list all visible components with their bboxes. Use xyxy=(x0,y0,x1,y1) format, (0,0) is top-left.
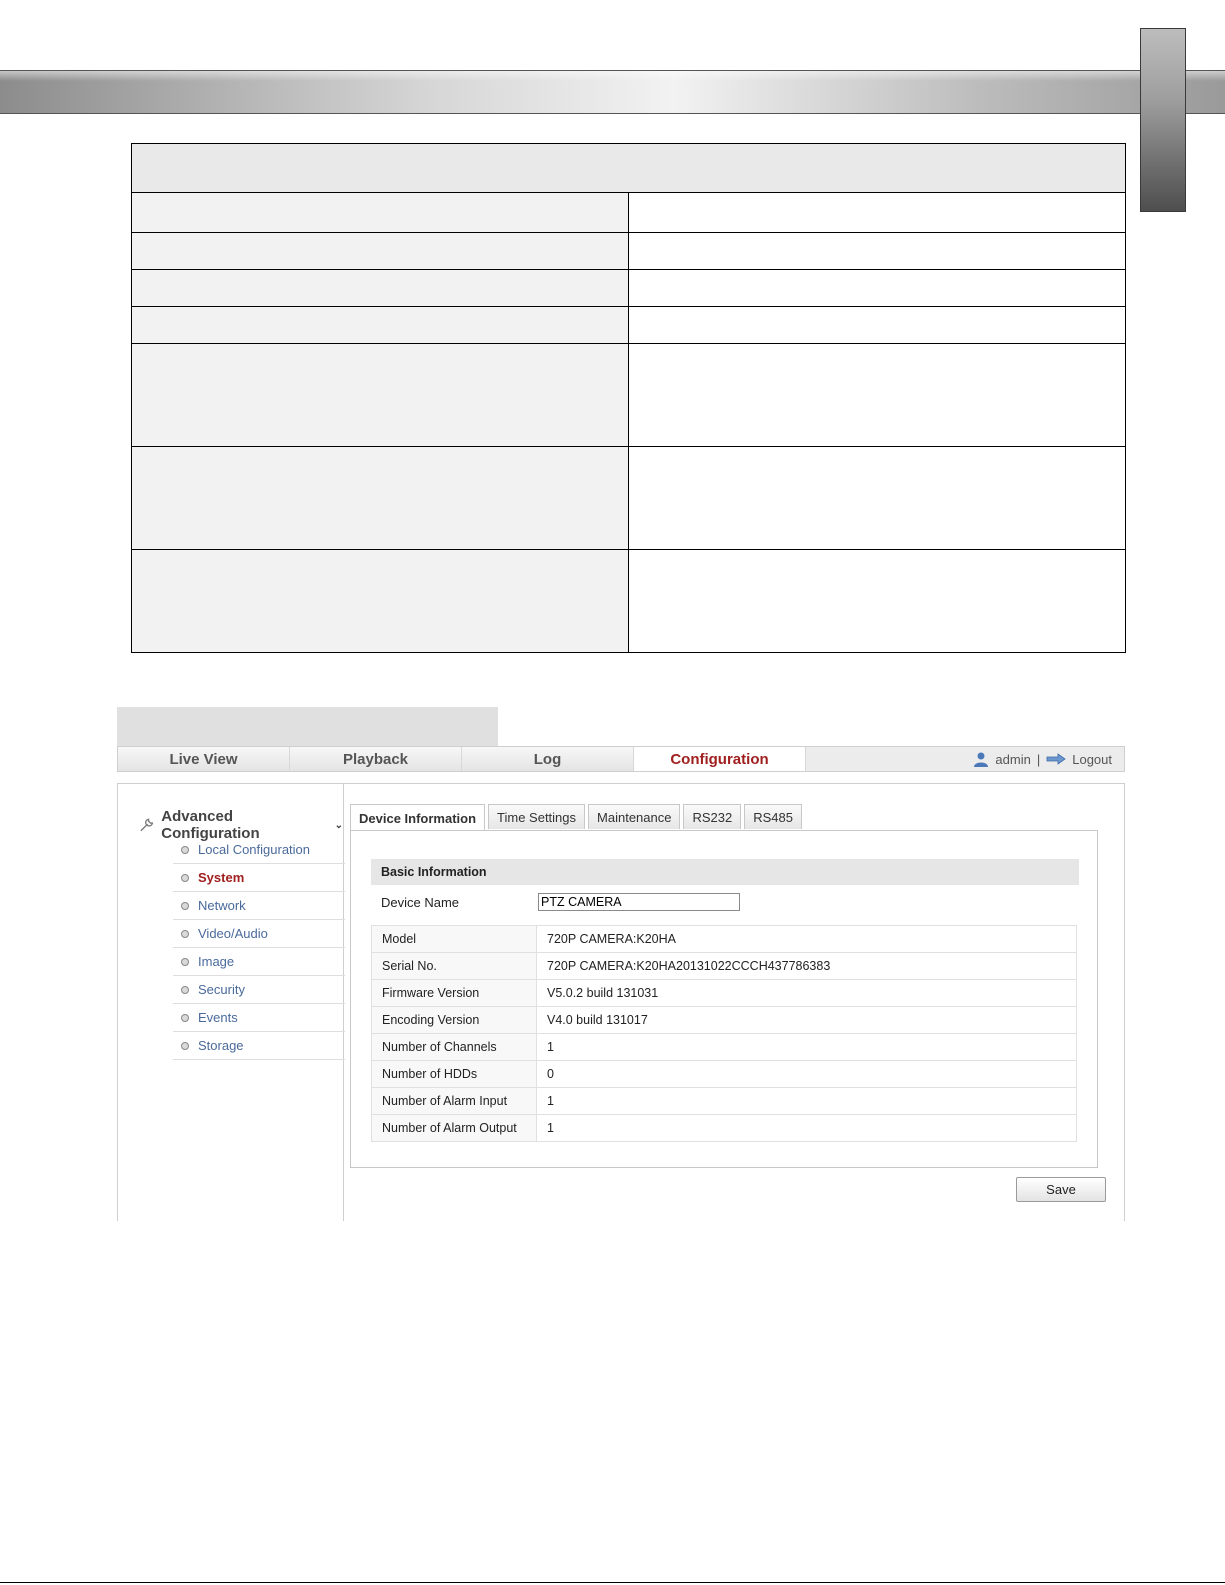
wrench-icon xyxy=(138,816,155,834)
device-info-table xyxy=(371,925,1077,1142)
table-row xyxy=(372,1007,1077,1034)
nav-tab-log[interactable]: Log xyxy=(462,747,634,771)
info-value: 1 xyxy=(537,1088,1077,1115)
spec-key-cell xyxy=(132,307,629,344)
username-link[interactable]: admin xyxy=(995,751,1031,767)
nav-tab-configuration[interactable]: Configuration xyxy=(634,747,806,771)
screenshot-caption-block xyxy=(117,707,498,746)
info-value: 720P CAMERA:K20HA20131022CCCH437786383 xyxy=(537,953,1077,980)
configuration-panel xyxy=(117,783,1125,1221)
spec-value-cell xyxy=(629,550,1126,653)
device-name-label: Device Name xyxy=(381,894,460,910)
bullet-icon xyxy=(181,874,189,882)
info-key: Encoding Version xyxy=(372,1007,537,1034)
device-information-panel xyxy=(350,830,1098,1168)
top-navigation xyxy=(117,746,1125,772)
device-name-input[interactable] xyxy=(538,893,740,911)
sidebar-item-label: Video/Audio xyxy=(198,926,268,941)
spec-table xyxy=(131,143,1126,653)
sidebar-item-local-configuration[interactable] xyxy=(173,836,345,864)
sidebar-item-system[interactable] xyxy=(173,864,345,892)
info-value: 0 xyxy=(537,1061,1077,1088)
info-value: 720P CAMERA:K20HA xyxy=(537,926,1077,953)
spec-key-cell xyxy=(132,344,629,447)
spec-key-cell xyxy=(132,233,629,270)
section-title: Basic Information xyxy=(371,859,1079,885)
subtab-bar xyxy=(350,804,802,830)
sidebar-item-label: Storage xyxy=(198,1038,244,1053)
info-value: 1 xyxy=(537,1115,1077,1142)
sidebar-item-video-audio[interactable] xyxy=(173,920,345,948)
sidebar-item-label: Events xyxy=(198,1010,238,1025)
spec-table-header xyxy=(132,144,1126,193)
sidebar-item-label: Local Configuration xyxy=(198,842,311,857)
save-button[interactable]: Save xyxy=(1016,1177,1106,1202)
device-name-row xyxy=(381,891,740,913)
table-row xyxy=(372,1115,1077,1142)
table-row xyxy=(372,1034,1077,1061)
page-header-bar xyxy=(0,70,1225,114)
info-value: 1 xyxy=(537,1034,1077,1061)
sidebar-heading-label: Advanced Configuration xyxy=(161,808,260,842)
info-key: Number of Channels xyxy=(372,1034,537,1061)
bullet-icon xyxy=(181,1014,189,1022)
sidebar-item-label: System xyxy=(198,870,245,885)
sidebar-item-label: Security xyxy=(198,982,245,997)
sidebar-item-events[interactable] xyxy=(173,1004,345,1032)
spec-value-cell xyxy=(629,307,1126,344)
table-row xyxy=(372,980,1077,1007)
sidebar xyxy=(118,784,344,1221)
table-row xyxy=(372,1088,1077,1115)
nav-tab-playback[interactable]: Playback xyxy=(290,747,462,771)
logout-link[interactable]: Logout xyxy=(1072,751,1112,767)
user-box xyxy=(806,747,1124,771)
tab-time-settings[interactable]: Time Settings xyxy=(488,804,585,829)
spec-key-cell xyxy=(132,550,629,653)
tab-device-information[interactable]: Device Information xyxy=(350,804,485,831)
spec-key-cell xyxy=(132,447,629,550)
info-value: V5.0.2 build 131031 xyxy=(537,980,1077,1007)
bullet-icon xyxy=(181,1042,189,1050)
spec-key-cell xyxy=(132,270,629,307)
info-key: Model xyxy=(372,926,537,953)
user-separator: | xyxy=(1036,751,1041,767)
table-row xyxy=(372,953,1077,980)
chevron-down-icon: ⌄ xyxy=(334,819,343,831)
sidebar-item-storage[interactable] xyxy=(173,1032,345,1060)
tab-rs485[interactable]: RS485 xyxy=(744,804,802,829)
spec-value-cell xyxy=(629,270,1126,307)
spec-value-cell xyxy=(629,447,1126,550)
sidebar-item-label: Image xyxy=(198,954,235,969)
nav-tab-live-view[interactable]: Live View xyxy=(118,747,290,771)
info-key: Serial No. xyxy=(372,953,537,980)
spec-value-cell xyxy=(629,193,1126,233)
logout-arrow-icon xyxy=(1046,753,1066,765)
spec-value-cell xyxy=(629,233,1126,270)
info-key: Number of HDDs xyxy=(372,1061,537,1088)
info-key: Number of Alarm Input xyxy=(372,1088,537,1115)
table-row xyxy=(372,1061,1077,1088)
bullet-icon xyxy=(181,986,189,994)
bullet-icon xyxy=(181,846,189,854)
sidebar-item-network[interactable] xyxy=(173,892,345,920)
spec-key-cell xyxy=(132,193,629,233)
bullet-icon xyxy=(181,902,189,910)
spec-value-cell xyxy=(629,344,1126,447)
info-value: V4.0 build 131017 xyxy=(537,1007,1077,1034)
sidebar-item-security[interactable] xyxy=(173,976,345,1004)
sidebar-item-label: Network xyxy=(198,898,246,913)
page-header-tab xyxy=(1140,28,1186,212)
sidebar-item-image[interactable] xyxy=(173,948,345,976)
user-icon xyxy=(973,751,989,767)
info-key: Number of Alarm Output xyxy=(372,1115,537,1142)
info-key: Firmware Version xyxy=(372,980,537,1007)
footer-rule xyxy=(0,1582,1225,1583)
tab-rs232[interactable]: RS232 xyxy=(683,804,741,829)
bullet-icon xyxy=(181,958,189,966)
bullet-icon xyxy=(181,930,189,938)
table-row xyxy=(372,926,1077,953)
tab-maintenance[interactable]: Maintenance xyxy=(588,804,680,829)
sidebar-menu xyxy=(173,836,345,1060)
